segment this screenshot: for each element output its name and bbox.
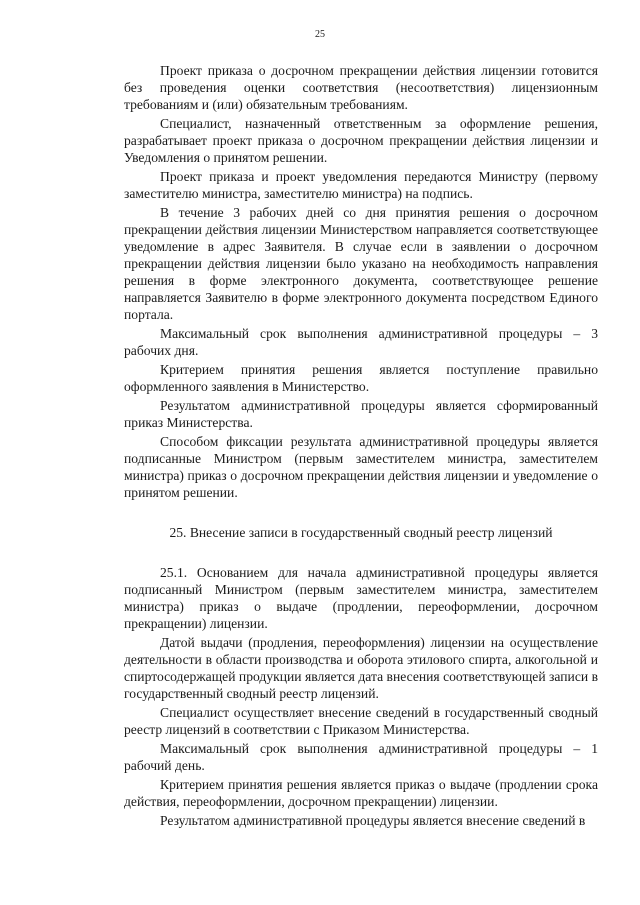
paragraph: Критерием принятия решения является приказ о выдаче (продлении срока действия, переоформлении, досрочном прекращении) лицензии.: [124, 777, 598, 809]
paragraph: Датой выдачи (продления, переоформления) лицензии на осуществление деятельности в области производства и оборота этилового спирта, алкогольной и спиртосодержащей продукции является дата внесения соответствующей записи в государственный сводный реестр лицензий.: [124, 635, 598, 701]
paragraph: Проект приказа и проект уведомления передаются Министру (первому заместителю министра, заместителю министра) на подпись.: [124, 169, 598, 201]
paragraph: Проект приказа о досрочном прекращении действия лицензии готовится без проведения оценки соответствия (несоответствия) лицензионным требованиям и (или) обязательным требованиям.: [124, 63, 598, 112]
paragraph: Способом фиксации результата административной процедуры является подписанные Министром (первым заместителем министра, заместителем министра) приказ о досрочном прекращении действия лицензии и уведомление о принятом решении.: [124, 434, 598, 500]
page-number: 25: [315, 29, 325, 40]
paragraph: Результатом административной процедуры является внесение сведений в: [160, 813, 586, 828]
paragraph: Специалист осуществляет внесение сведений в государственный сводный реестр лицензий в соответствии с Приказом Министерства.: [124, 705, 598, 737]
paragraph: Специалист, назначенный ответственным за оформление решения, разрабатывает проект приказа о досрочном прекращении действия лицензии и Уведомления о принятом решении.: [124, 116, 598, 165]
section-heading: 25. Внесение записи в государственный сводный реестр лицензий: [169, 525, 553, 540]
paragraph: Критерием принятия решения является поступление правильно оформленного заявления в Министерство.: [124, 362, 598, 394]
paragraph: Максимальный срок выполнения административной процедуры – 3 рабочих дня.: [124, 326, 598, 358]
paragraph: 25.1. Основанием для начала административной процедуры является подписанный Министром (первым заместителем министра, заместителем министра) приказ о выдаче (продлении, переоформлении, досрочном прекращении) лицензии.: [124, 565, 598, 631]
paragraph: Результатом административной процедуры является сформированный приказ Министерства.: [124, 398, 598, 430]
paragraph: Максимальный срок выполнения административной процедуры – 1 рабочий день.: [124, 741, 598, 773]
paragraph: В течение 3 рабочих дней со дня принятия решения о досрочном прекращении действия лицензии Министерством направляется соответствующее уведомление в адрес Заявителя. В случае если в заявлении о досрочном прекращении действия лицензии было указано на необходимость направления решения в форме электронного документа, соответствующее решение направляется Заявителю в форме электронного документа посредством Единого портала.: [124, 205, 598, 322]
document-body: [124, 62, 598, 831]
